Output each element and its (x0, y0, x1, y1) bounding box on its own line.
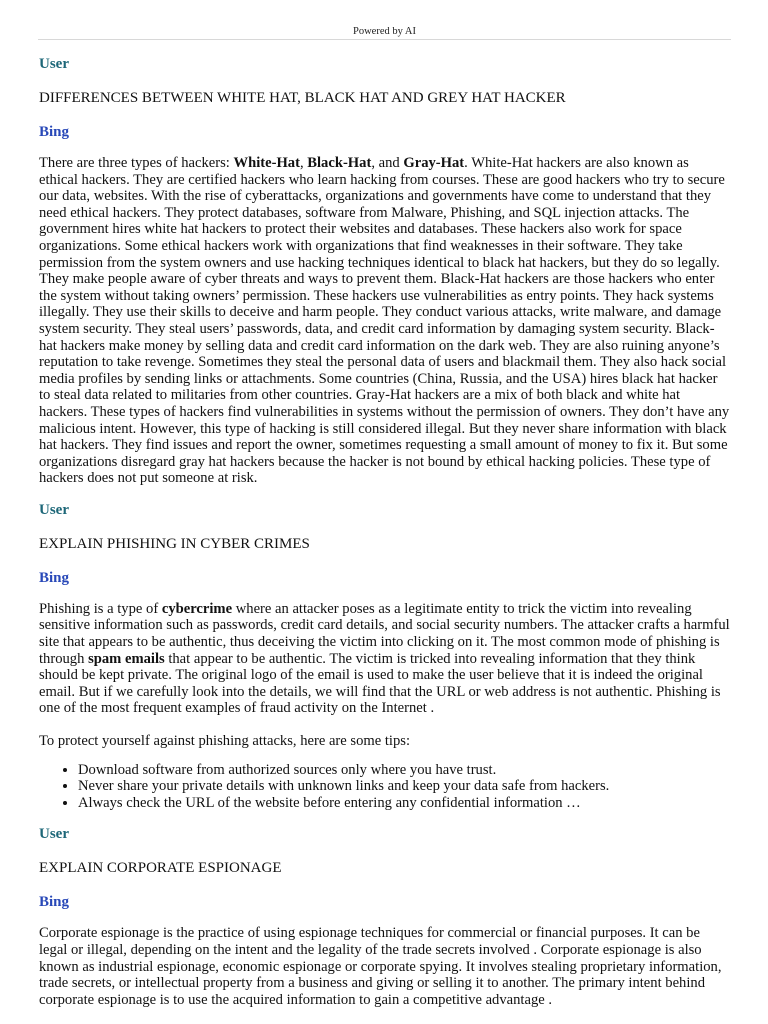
list-item: • Download software from authorized sources only where you have trust. (78, 762, 730, 779)
user-label: User (39, 56, 69, 72)
text-run: There are three types of hackers: (39, 155, 234, 171)
bing-response-paragraph: Corporate espionage is the practice of using espionage techniques for commercial or financial purposes. It can be legal or illegal, depending on the intent and the legality of the trade secrets involved . Corporate espionage is also known as industrial espionage, economic espionage or corporate spying. It involves stealing proprietary information, trade secrets, or intellectual property from a business and giving or selling it to another. The primary intent behind corporate espionage is to use the acquired information to gain a competitive advantage . (39, 925, 722, 1008)
bold-term-cybercrime: cybercrime (161, 600, 233, 617)
header-text: Powered by AI (353, 26, 416, 37)
bing-label: Bing (39, 124, 70, 140)
user-prompt: DIFFERENCES BETWEEN WHITE HAT, BLACK HAT AND GREY HAT HACKER (39, 90, 566, 106)
text-run: Phishing is a type of (39, 600, 162, 617)
text-run: , (299, 155, 308, 171)
bold-term-black-hat: Black-Hat (307, 155, 372, 171)
bold-term-spam-emails: spam emails (88, 650, 165, 667)
bing-response-paragraph: To protect yourself against phishing attacks, here are some tips: (39, 733, 411, 750)
text-run: , and (371, 155, 404, 171)
user-label: User (39, 501, 69, 518)
bing-label: Bing (39, 894, 70, 911)
exchange-phishing (39, 501, 730, 812)
exchange-espionage (39, 825, 730, 1008)
user-label: User (39, 826, 69, 843)
text-run: where an attacker poses as a legitimate entity to trick the victim into revealing sensitive information such as passwords, credit card details, and social security numbers. The attacker crafts a harmful site that appears to be authentic, thus deceiving the victim into clicking on it. The most common mode of phishing is through (39, 600, 730, 667)
text-run: that appear to be authentic. The victim is tricked into revealing information that they think should be kept private. The original logo of the email is used to make the user believe that it is indeed the original email. But if we carefully look into the details, we will find that the URL or web address is not authentic. Phishing is one of the most frequent examples of fraud activity on the Internet . (39, 650, 721, 717)
tips-list (39, 762, 730, 812)
text-run: . White-Hat hackers are also known as ethical hackers. They are certified hackers who learn hacking from courses. These are good hackers who try to secure our data, websites. With the rise of cyberattacks, organizations and governments have come to understand that they need ethical hackers. They protect databases, software from Malware, Phishing, and SQL injection attacks. The government hires white hat hackers to protect their websites and databases. These hackers also work for space organizations. Some ethical hackers work with organizations that find weaknesses in their software. They take permission from the system owners and use hacking techniques identical to black hat hackers, but they do so legally. They make people aware of cyber threats and ways to prevent them. Black-Hat hackers are those hackers who enter the system without taking owners’ permission. These hackers use vulnerabilities as entry points. They hack systems illegally. They use their skills to deceive and harm people. They conduct various attacks, write malware, and damage system security. They steal users’ passwords, data, and credit card information by damaging system security. Black-hat hackers make money by selling data and credit card information on the dark web. They are also ruining anyone’s reputation to take revenge. Sometimes they steal the personal data of users and blackmail them. They also hack social media profiles by sending links or attachments. Some countries (China, Russia, and the USA) hires black hat hacker to steal data related to militaries from other countries. Gray-Hat hackers are a mix of both black and white hat hackers. These types of hackers find vulnerabilities in systems without the permission of owners. They don’t have any malicious intent. However, this type of hacking is still considered illegal. But they never share information with black hat hackers. They find issues and report the owner, sometimes requesting a small amount of money to fix it. But some organizations disregard gray hat hackers because the hacker is not bound by ethical hacking policies. These type of hackers does not put someone at risk. (39, 155, 730, 487)
bold-term-gray-hat: Gray-Hat (403, 155, 465, 171)
list-item: • Always check the URL of the website before entering any confidential information … (78, 795, 730, 812)
exchange-hackers (39, 55, 730, 487)
user-prompt: EXPLAIN CORPORATE ESPIONAGE (39, 860, 282, 877)
user-prompt: EXPLAIN PHISHING IN CYBER CRIMES (39, 535, 310, 552)
bold-term-white-hat: White-Hat (233, 155, 300, 171)
page-header (38, 0, 731, 40)
bing-label: Bing (39, 569, 70, 586)
list-item: • Never share your private details with unknown links and keep your data safe from hackers. (78, 778, 730, 795)
bing-response-paragraph (39, 155, 730, 487)
bing-response-paragraph (39, 601, 730, 717)
